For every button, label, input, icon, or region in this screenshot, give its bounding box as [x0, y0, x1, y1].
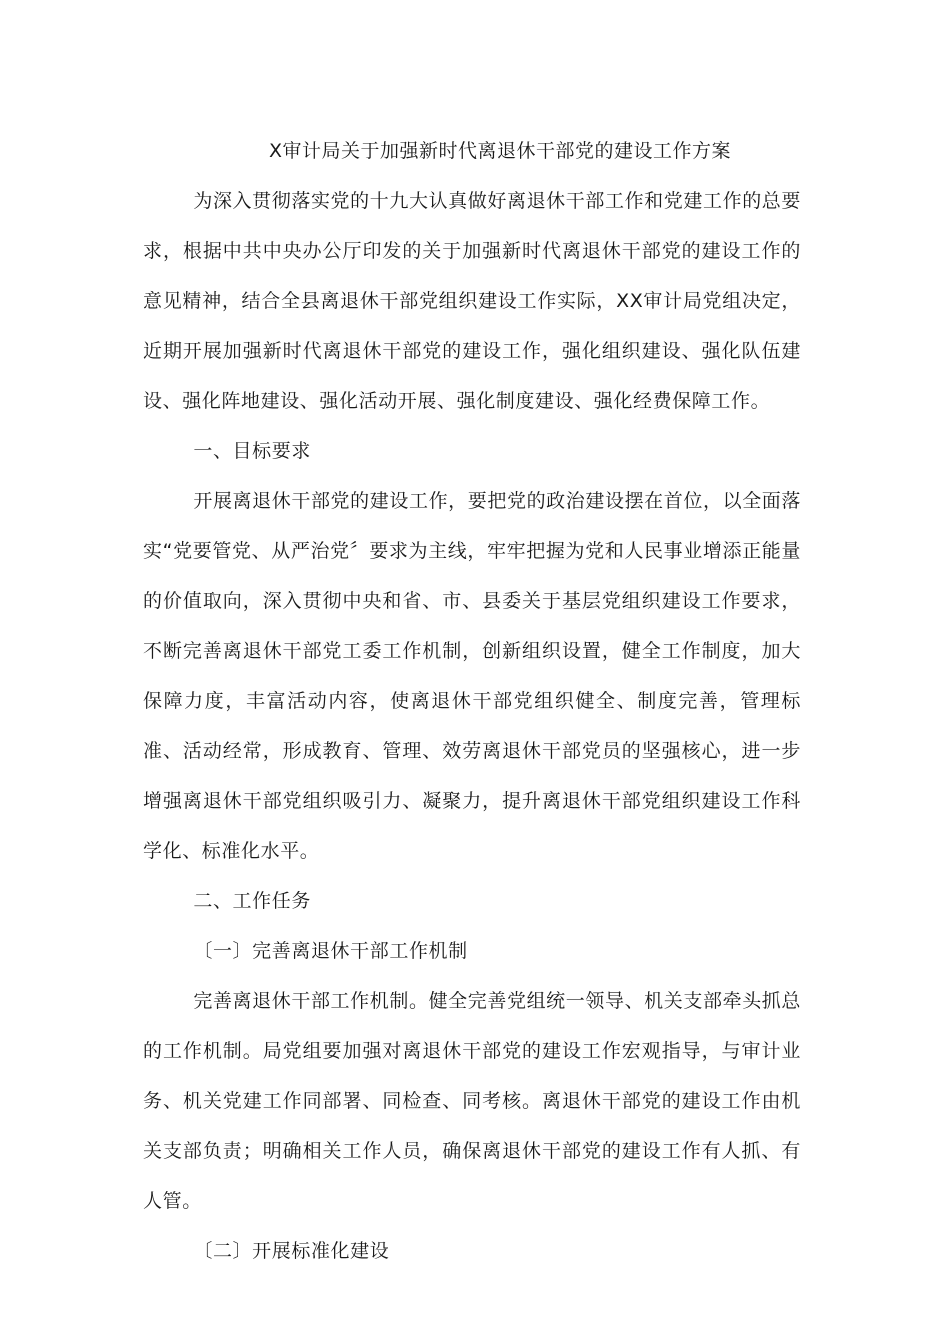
- subsection-heading-standardization: 〔二〕开展标准化建设: [193, 1240, 390, 1262]
- document-body: [143, 126, 801, 1276]
- mechanism-paragraph: 完善离退休干部工作机制。健全完善党组统一领导、机关支部牵头抓总的工作机制。局党组要加强对离退休干部党的建设工作宏观指导，与审计业务、机关党建工作同部署、同检查、同考核。离退休干部党的建设工作由机关支部负责；明确相关工作人员，确保离退休干部党的建设工作有人抓、有人管。: [143, 990, 801, 1212]
- subsection-heading-mechanism: 〔一〕完善离退休干部工作机制: [193, 940, 468, 962]
- section-heading-goals: 一、目标要求: [193, 440, 311, 462]
- intro-paragraph: 为深入贯彻落实党的十九大认真做好离退休干部工作和党建工作的总要求，根据中共中央办公厅印发的关于加强新时代离退休干部党的建设工作的意见精神，结合全县离退休干部党组织建设工作实际，XX审计局党组决定，近期开展加强新时代离退休干部党的建设工作，强化组织建设、强化队伍建设、强化阵地建设、强化活动开展、强化制度建设、强化经费保障工作。: [143, 190, 801, 412]
- section-heading-tasks: 二、工作任务: [193, 890, 311, 912]
- document-title: X审计局关于加强新时代离退休干部党的建设工作方案: [268, 140, 732, 162]
- goals-paragraph: 开展离退休干部党的建设工作，要把党的政治建设摆在首位，以全面落实“党要管党、从严治党〞要求为主线，牢牢把握为党和人民事业增添正能量的价值取向，深入贯彻中央和省、市、县委关于基层党组织建设工作要求，不断完善离退休干部党工委工作机制，创新组织设置，健全工作制度，加大保障力度，丰富活动内容，使离退休干部党组织健全、制度完善，管理标准、活动经常，形成教育、管理、效劳离退休干部党员的坚强核心，进一步增强离退休干部党组织吸引力、凝聚力，提升离退休干部党组织建设工作科学化、标准化水平。: [143, 490, 801, 862]
